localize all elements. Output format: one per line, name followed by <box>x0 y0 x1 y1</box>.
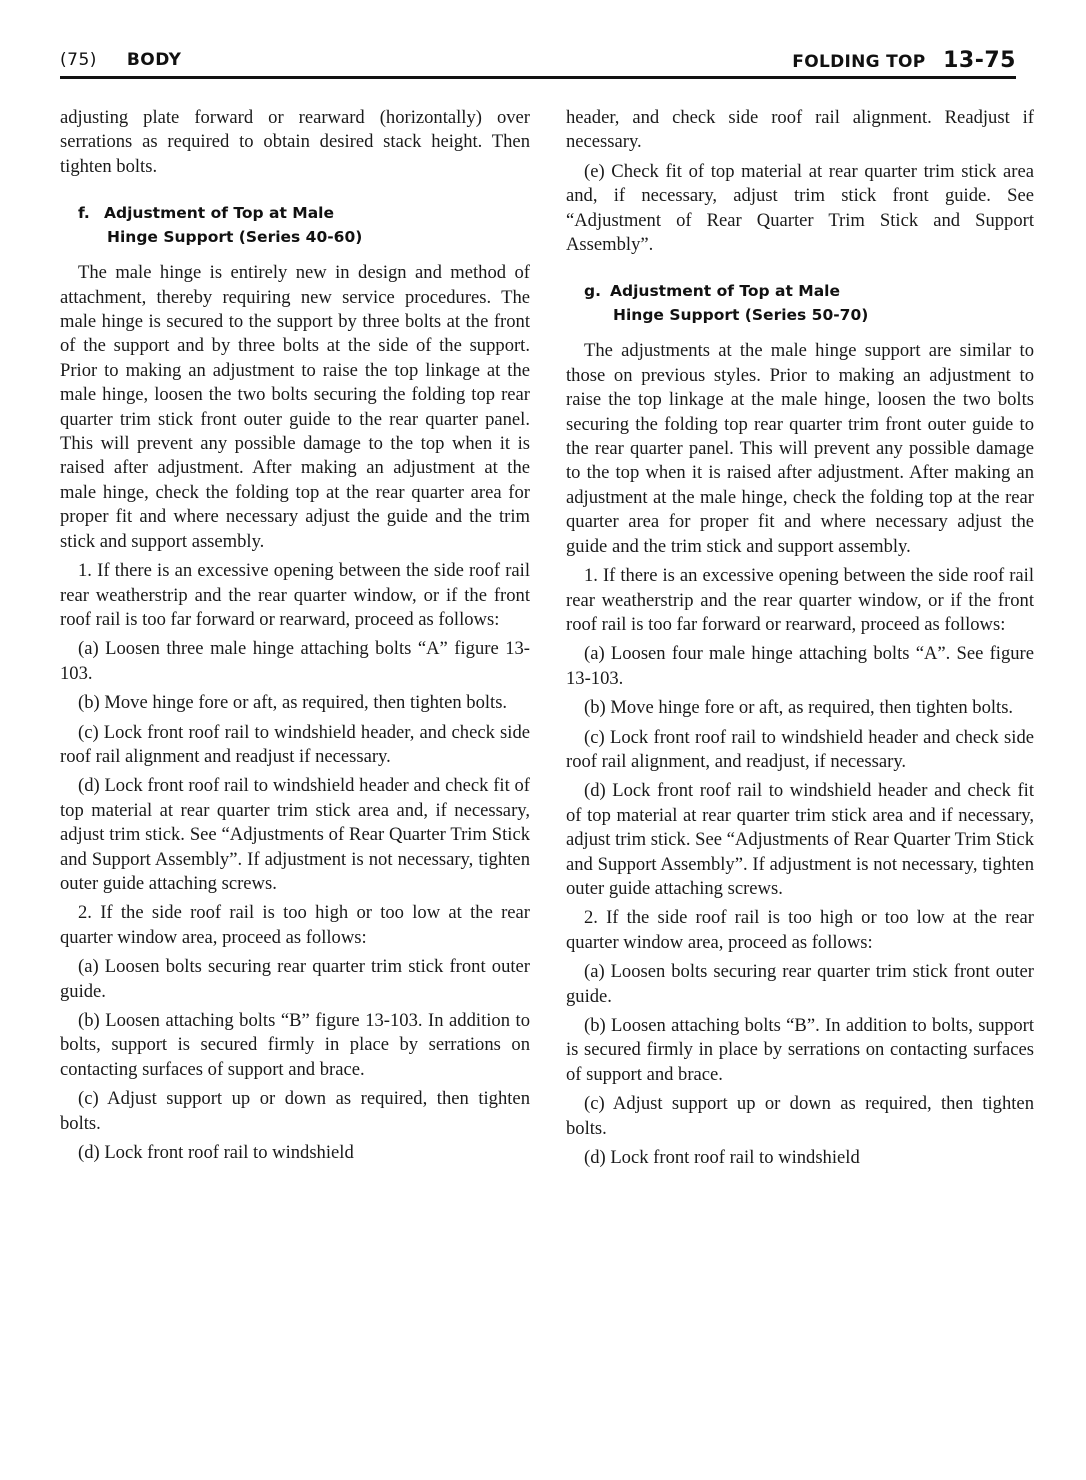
step-1: 1. If there is an excessive opening between the side roof rail rear weatherstrip and the rear quarter window, or if the front roof rail is too far forward or rearward, proceed as follows: <box>60 560 530 630</box>
right-column <box>566 106 1034 1175</box>
step-2: 2. If the side roof rail is too high or too low at the rear quarter window area, proceed as follows: <box>60 902 530 948</box>
step-2a: (a) Loosen bolts securing rear quarter trim stick front outer guide. <box>566 961 1034 1007</box>
heading-label: f. <box>78 204 90 223</box>
step-e: (e) Check fit of top material at rear quarter trim stick area and, if necessary, adjust trim stick front guide. See “Adjustment of Rear Quarter Trim Stick and Support Assembly”. <box>566 160 1034 256</box>
heading-label: g. <box>584 282 601 301</box>
step-2d: (d) Lock front roof rail to windshield <box>584 1147 860 1169</box>
running-head-right <box>792 48 1016 73</box>
step-1b: (b) Move hinge fore or aft, as required, then tighten bolts. <box>78 692 508 714</box>
step-2: 2. If the side roof rail is too high or too low at the rear quarter window area, proceed as follows: <box>566 907 1034 953</box>
step-2a: (a) Loosen bolts securing rear quarter trim stick front outer guide. <box>60 956 530 1002</box>
page-reference: (75) <box>60 50 97 70</box>
page-number: 13-75 <box>943 48 1016 73</box>
step-2c: (c) Adjust support up or down as required, then tighten bolts. <box>60 1088 530 1134</box>
step-1d: (d) Lock front roof rail to windshield header and check fit of top material at rear quarter trim stick area and, if necessary, adjust trim stick. See “Adjustments of Rear Quarter Trim Stick and Support Assembly”. If adjustment is not necessary, tighten outer guide attaching screws. <box>60 775 530 894</box>
section-title: BODY <box>126 50 182 70</box>
step-2b: (b) Loosen attaching bolts “B”. In addition to bolts, support is secured firmly in place by serrations on contacting surfaces of support and brace. <box>566 1015 1034 1085</box>
step-1d: (d) Lock front roof rail to windshield header and check fit of top material at rear quarter trim stick area and if necessary, adjust trim stick. See “Adjustments of Rear Quarter Trim Stick and Support Assembly”. If adjustment is not necessary, tighten outer guide attaching screws. <box>566 780 1034 899</box>
step-1c: (c) Lock front roof rail to windshield header and check side roof rail alignment, and readjust, if necessary. <box>566 726 1034 772</box>
heading-line-1: Adjustment of Top at Male <box>610 282 840 301</box>
running-head-left <box>60 50 181 70</box>
step-1: 1. If there is an excessive opening between the side roof rail rear weatherstrip and the rear quarter window, or if the front roof rail is too far forward or rearward, proceed as follows: <box>566 565 1034 635</box>
left-column <box>60 106 530 1170</box>
intro-paragraph: adjusting plate forward or rearward (horizontally) over serrations as required to obtain desired stack height. Then tighten bolts. <box>60 107 530 177</box>
body-paragraph: The adjustments at the male hinge support are similar to those on previous styles. Prior to making an adjustment to raise the top linkage at the male hinge, loosen the two bolts securing the folding top rear quarter trim front outer guide to the rear quarter panel. This will prevent any possible damage to the top when it is raised after adjustment. After making an adjustment at the male hinge, check the folding top at the rear quarter area for proper fit and where necessary adjust the guide and the trim stick and support assembly. <box>566 340 1034 557</box>
section-heading-f <box>60 201 530 249</box>
section-heading-g <box>566 279 1034 327</box>
body-paragraph: The male hinge is entirely new in design and method of attachment, thereby requiring new service procedures. The male hinge is secured to the support by three bolts at the front of the support and by three bolts at the side of the support. Prior to making an adjustment to raise the top linkage at the male hinge, loosen the two bolts securing the folding top rear quarter trim stick front outer guide to the rear quarter panel. This will prevent any possible damage to the top when it is raised after adjustment. After making an adjustment at the male hinge, check the folding top at the rear quarter area for proper fit and where necessary adjust the guide and the trim stick and support assembly. <box>60 262 530 552</box>
header-rule <box>60 76 1016 79</box>
running-head <box>60 46 1016 74</box>
step-1a: (a) Loosen four male hinge attaching bolts “A”. See figure 13-103. <box>566 643 1034 689</box>
step-2c: (c) Adjust support up or down as required, then tighten bolts. <box>566 1093 1034 1139</box>
step-2d: (d) Lock front roof rail to windshield <box>78 1142 354 1164</box>
step-2b: (b) Loosen attaching bolts “B” figure 13-103. In addition to bolts, support is secured firmly in place by serrations on contacting surfaces of support and brace. <box>60 1010 530 1080</box>
topic-title: FOLDING TOP <box>792 52 926 72</box>
heading-line-2: Hinge Support (Series 40-60) <box>107 228 363 247</box>
step-1a: (a) Loosen three male hinge attaching bolts “A” figure 13-103. <box>60 638 530 684</box>
step-1b: (b) Move hinge fore or aft, as required, then tighten bolts. <box>584 697 1014 719</box>
heading-line-2: Hinge Support (Series 50-70) <box>613 306 869 325</box>
heading-line-1: Adjustment of Top at Male <box>104 204 334 223</box>
continued-paragraph: header, and check side roof rail alignment. Readjust if necessary. <box>566 107 1034 153</box>
step-1c: (c) Lock front roof rail to windshield header, and check side roof rail alignment and readjust if necessary. <box>60 721 530 767</box>
